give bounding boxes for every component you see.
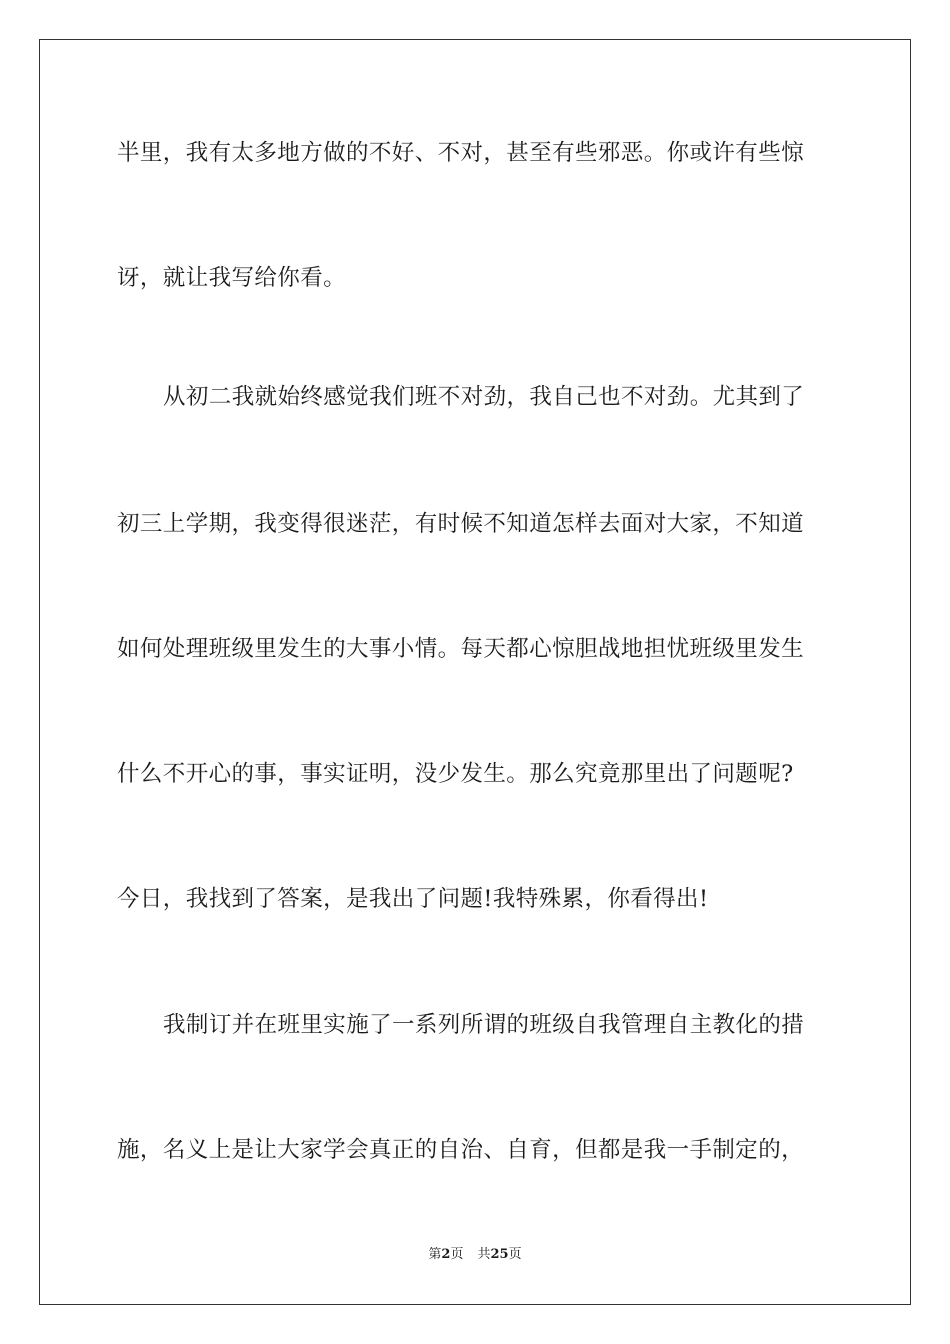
- paragraph-first-line: 从初二我就始终感觉我们班不对劲，我自己也不对劲。尤其到了: [163, 384, 805, 410]
- page-prefix: 第: [428, 1247, 442, 1262]
- page-border: [39, 39, 911, 1305]
- page-footer: [0, 1246, 950, 1264]
- text-line: 讶，就让我写给你看。: [117, 265, 347, 291]
- total-prefix: 共: [477, 1247, 491, 1262]
- text-line: 初三上学期，我变得很迷茫，有时候不知道怎样去面对大家，不知道: [117, 511, 805, 537]
- text-line: 半里，我有太多地方做的不好、不对，甚至有些邪恶。你或许有些惊: [117, 140, 805, 166]
- total-pages: 25: [490, 1247, 509, 1262]
- text-line: 施，名义上是让大家学会真正的自治、自育，但都是我一手制定的，: [117, 1137, 805, 1163]
- text-line: 如何处理班级里发生的大事小情。每天都心惊胆战地担忧班级里发生: [117, 636, 805, 662]
- text-line: 今日，我找到了答案，是我出了问题!我特殊累，你看得出!: [117, 886, 709, 912]
- page-number: 2: [441, 1247, 451, 1262]
- paragraph-first-line: 我制订并在班里实施了一系列所谓的班级自我管理自主教化的措: [163, 1012, 805, 1038]
- total-suffix: 页: [508, 1247, 522, 1262]
- page-suffix: 页: [450, 1247, 464, 1262]
- text-line: 什么不开心的事，事实证明，没少发生。那么究竟那里出了问题呢?: [117, 761, 794, 787]
